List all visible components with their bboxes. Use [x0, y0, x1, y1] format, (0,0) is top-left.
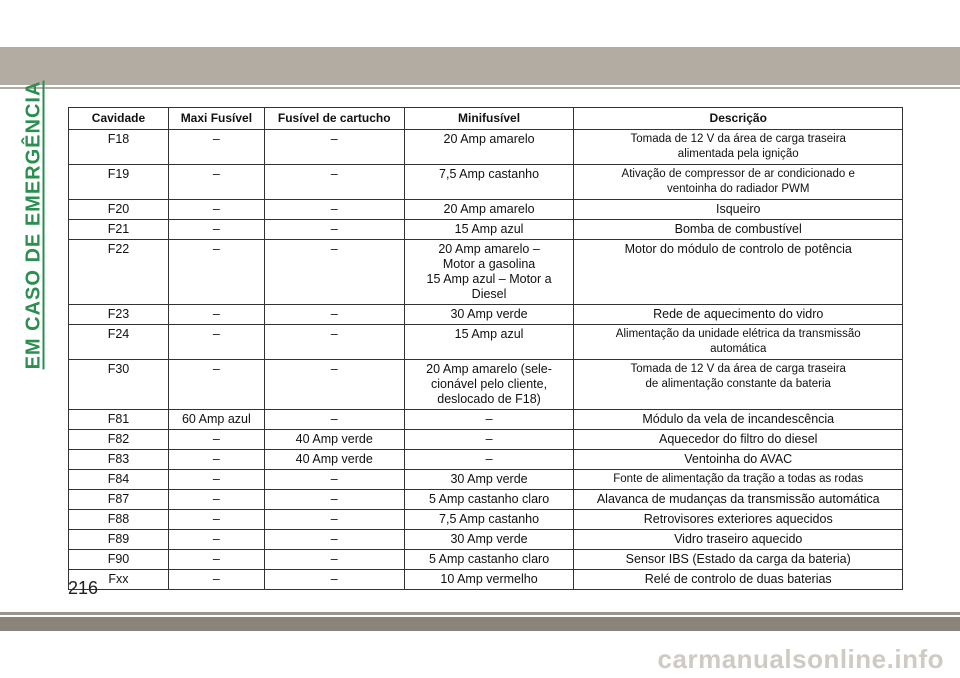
table-cell-cartucho: – [264, 550, 404, 570]
table-row [69, 450, 903, 470]
table-cell-descricao: Retrovisores exteriores aquecidos [574, 510, 903, 530]
table-cell-descricao: Ativação de compressor de ar condicionado e ventoinha do radiador PWM [574, 165, 903, 200]
table-cell-descricao: Isqueiro [574, 200, 903, 220]
table-cell-cavidade: Fxx [69, 570, 169, 590]
table-cell-maxi: – [168, 430, 264, 450]
table-row [69, 550, 903, 570]
table-cell-maxi: – [168, 220, 264, 240]
table-cell-cartucho: – [264, 165, 404, 200]
table-cell-mini: 5 Amp castanho claro [404, 490, 574, 510]
table-row [69, 360, 903, 410]
table-header-row [69, 108, 903, 130]
table-cell-mini: 20 Amp amarelo – Motor a gasolina 15 Amp azul – Motor a Diesel [404, 240, 574, 305]
table-cell-cartucho: – [264, 530, 404, 550]
section-title [22, 80, 46, 370]
table-cell-mini: 15 Amp azul [404, 220, 574, 240]
table-cell-cavidade: F18 [69, 130, 169, 165]
table-cell-cartucho: – [264, 325, 404, 360]
header-band [0, 47, 960, 85]
header-rule [0, 87, 960, 89]
table-cell-cartucho: – [264, 130, 404, 165]
table-cell-mini: 15 Amp azul [404, 325, 574, 360]
table-cell-mini: – [404, 430, 574, 450]
table-cell-mini: 20 Amp amarelo [404, 200, 574, 220]
table-cell-descricao: Tomada de 12 V da área de carga traseira alimentada pela ignição [574, 130, 903, 165]
table-row [69, 200, 903, 220]
table-cell-descricao: Relé de controlo de duas baterias [574, 570, 903, 590]
table-cell-cavidade: F22 [69, 240, 169, 305]
footer-rule [0, 612, 960, 615]
table-cell-cavidade: F21 [69, 220, 169, 240]
table-cell-cartucho: – [264, 200, 404, 220]
table-cell-descricao: Módulo da vela de incandescência [574, 410, 903, 430]
table-cell-cavidade: F83 [69, 450, 169, 470]
table-row [69, 470, 903, 490]
table-cell-mini: 30 Amp verde [404, 470, 574, 490]
table-cell-cavidade: F87 [69, 490, 169, 510]
table-cell-maxi: – [168, 470, 264, 490]
table-cell-cartucho: – [264, 410, 404, 430]
table-cell-maxi: – [168, 570, 264, 590]
table-cell-mini: – [404, 410, 574, 430]
table-cell-descricao: Ventoinha do AVAC [574, 450, 903, 470]
column-header: Cavidade [69, 108, 169, 130]
table-cell-maxi: – [168, 165, 264, 200]
fuse-table [68, 107, 903, 590]
table-cell-mini: 30 Amp verde [404, 530, 574, 550]
table-cell-cavidade: F20 [69, 200, 169, 220]
table-cell-descricao: Rede de aquecimento do vidro [574, 305, 903, 325]
table-row [69, 510, 903, 530]
table-cell-mini: 30 Amp verde [404, 305, 574, 325]
table-cell-maxi: – [168, 510, 264, 530]
column-header: Minifusível [404, 108, 574, 130]
table-row [69, 305, 903, 325]
table-cell-maxi: – [168, 325, 264, 360]
table-cell-mini: 7,5 Amp castanho [404, 165, 574, 200]
table-cell-cavidade: F30 [69, 360, 169, 410]
table-cell-cartucho: – [264, 570, 404, 590]
table-cell-mini: 20 Amp amarelo [404, 130, 574, 165]
table-cell-descricao: Sensor IBS (Estado da carga da bateria) [574, 550, 903, 570]
table-cell-cartucho: 40 Amp verde [264, 430, 404, 450]
table-cell-cartucho: – [264, 510, 404, 530]
table-cell-descricao: Tomada de 12 V da área de carga traseira de alimentação constante da bateria [574, 360, 903, 410]
table-cell-cartucho: – [264, 470, 404, 490]
table-cell-maxi: 60 Amp azul [168, 410, 264, 430]
table-row [69, 165, 903, 200]
table-row [69, 325, 903, 360]
table-cell-cavidade: F84 [69, 470, 169, 490]
table-row [69, 430, 903, 450]
table-cell-descricao: Alimentação da unidade elétrica da transmissão automática [574, 325, 903, 360]
table-cell-descricao: Motor do módulo de controlo de potência [574, 240, 903, 305]
table-cell-descricao: Vidro traseiro aquecido [574, 530, 903, 550]
table-cell-maxi: – [168, 550, 264, 570]
column-header: Fusível de cartucho [264, 108, 404, 130]
table-cell-cartucho: – [264, 360, 404, 410]
column-header: Descrição [574, 108, 903, 130]
table-cell-descricao: Aquecedor do filtro do diesel [574, 430, 903, 450]
table-cell-maxi: – [168, 360, 264, 410]
table-row [69, 410, 903, 430]
footer-band [0, 617, 960, 631]
table-cell-cavidade: F82 [69, 430, 169, 450]
table-row [69, 130, 903, 165]
table-cell-mini: – [404, 450, 574, 470]
table-cell-maxi: – [168, 490, 264, 510]
table-cell-cavidade: F19 [69, 165, 169, 200]
table-cell-cartucho: – [264, 220, 404, 240]
table-cell-descricao: Bomba de combustível [574, 220, 903, 240]
table-cell-maxi: – [168, 530, 264, 550]
table-cell-mini: 20 Amp amarelo (sele- cionável pelo cliente, deslocado de F18) [404, 360, 574, 410]
table-cell-cartucho: 40 Amp verde [264, 450, 404, 470]
table-row [69, 530, 903, 550]
table-cell-cavidade: F23 [69, 305, 169, 325]
table-cell-maxi: – [168, 305, 264, 325]
table-cell-maxi: – [168, 130, 264, 165]
section-title-text: EM CASO DE EMERGÊNCIA [22, 80, 45, 370]
table-cell-cartucho: – [264, 305, 404, 325]
table-cell-mini: 7,5 Amp castanho [404, 510, 574, 530]
column-header: Maxi Fusível [168, 108, 264, 130]
table-cell-descricao: Alavanca de mudanças da transmissão automática [574, 490, 903, 510]
table-row [69, 490, 903, 510]
table-row [69, 220, 903, 240]
table-cell-cavidade: F24 [69, 325, 169, 360]
table-cell-descricao: Fonte de alimentação da tração a todas as rodas [574, 470, 903, 490]
table-cell-maxi: – [168, 240, 264, 305]
table-row [69, 570, 903, 590]
table-cell-cavidade: F90 [69, 550, 169, 570]
table-cell-cavidade: F89 [69, 530, 169, 550]
table-cell-maxi: – [168, 200, 264, 220]
table-body [69, 130, 903, 590]
table-cell-cartucho: – [264, 240, 404, 305]
table-row [69, 240, 903, 305]
page-number: 216 [68, 578, 99, 598]
table-cell-mini: 5 Amp castanho claro [404, 550, 574, 570]
table-cell-cartucho: – [264, 490, 404, 510]
table-cell-maxi: – [168, 450, 264, 470]
table-cell-cavidade: F88 [69, 510, 169, 530]
table-cell-mini: 10 Amp vermelho [404, 570, 574, 590]
table-cell-cavidade: F81 [69, 410, 169, 430]
watermark-text: carmanualsonline.info [657, 644, 944, 674]
